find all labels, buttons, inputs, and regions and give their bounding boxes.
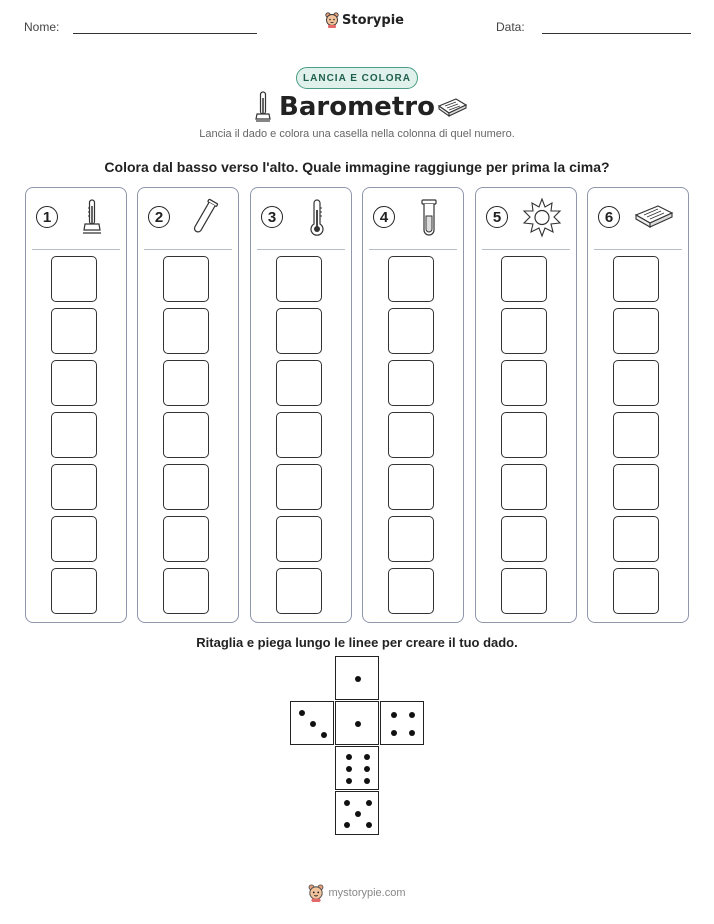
column-number: 4 bbox=[373, 206, 395, 228]
color-box[interactable] bbox=[388, 464, 434, 510]
color-box[interactable] bbox=[163, 360, 209, 406]
color-box[interactable] bbox=[276, 412, 322, 458]
color-box[interactable] bbox=[51, 568, 97, 614]
dice-pip bbox=[391, 730, 397, 736]
column-2 bbox=[137, 187, 239, 623]
column-number: 5 bbox=[486, 206, 508, 228]
title-row bbox=[0, 90, 714, 126]
dice-face bbox=[335, 791, 379, 835]
column-divider bbox=[257, 249, 345, 250]
color-box[interactable] bbox=[51, 516, 97, 562]
color-box[interactable] bbox=[276, 464, 322, 510]
color-box[interactable] bbox=[388, 256, 434, 302]
dice-pip bbox=[346, 754, 352, 760]
weather-station-icon bbox=[436, 96, 468, 118]
color-box[interactable] bbox=[501, 516, 547, 562]
name-line[interactable] bbox=[73, 33, 257, 34]
column-4 bbox=[362, 187, 464, 623]
color-box[interactable] bbox=[501, 464, 547, 510]
color-box[interactable] bbox=[276, 360, 322, 406]
dice-pip bbox=[310, 721, 316, 727]
color-box[interactable] bbox=[501, 360, 547, 406]
subtitle: Lancia il dado e colora una casella nella colonna di quel numero. bbox=[199, 128, 515, 140]
column-number: 6 bbox=[598, 206, 620, 228]
dice-pip bbox=[355, 676, 361, 682]
color-box[interactable] bbox=[163, 412, 209, 458]
column-divider bbox=[32, 249, 120, 250]
column-header bbox=[26, 188, 126, 248]
columns-grid bbox=[25, 187, 689, 623]
color-box[interactable] bbox=[388, 308, 434, 354]
dice-pip bbox=[355, 721, 361, 727]
dice-net bbox=[290, 656, 426, 836]
column-number: 1 bbox=[36, 206, 58, 228]
column-header bbox=[251, 188, 351, 248]
storypie-mascot-icon bbox=[325, 12, 339, 28]
barometer-icon bbox=[72, 198, 112, 238]
color-box[interactable] bbox=[163, 256, 209, 302]
dice-face bbox=[335, 656, 379, 700]
dice-pip bbox=[344, 800, 350, 806]
color-box[interactable] bbox=[51, 308, 97, 354]
dice-pip bbox=[409, 730, 415, 736]
name-label: Nome: bbox=[24, 20, 60, 34]
date-line[interactable] bbox=[542, 33, 691, 34]
column-header bbox=[588, 188, 688, 248]
dice-pip bbox=[364, 754, 370, 760]
column-header bbox=[363, 188, 463, 248]
color-box[interactable] bbox=[163, 568, 209, 614]
color-box[interactable] bbox=[613, 256, 659, 302]
color-box[interactable] bbox=[388, 516, 434, 562]
test-tube-icon bbox=[184, 198, 224, 238]
weather-station-icon bbox=[634, 198, 674, 238]
footer bbox=[0, 884, 714, 902]
thermometer-icon bbox=[297, 198, 337, 238]
color-box[interactable] bbox=[388, 568, 434, 614]
activity-badge: LANCIA E COLORA bbox=[296, 67, 418, 89]
column-divider bbox=[482, 249, 570, 250]
column-1 bbox=[25, 187, 127, 623]
column-number: 3 bbox=[261, 206, 283, 228]
column-header bbox=[138, 188, 238, 248]
color-box[interactable] bbox=[501, 308, 547, 354]
color-box[interactable] bbox=[163, 516, 209, 562]
dice-pip bbox=[391, 712, 397, 718]
color-box[interactable] bbox=[276, 568, 322, 614]
color-box[interactable] bbox=[51, 360, 97, 406]
color-box[interactable] bbox=[51, 464, 97, 510]
dice-pip bbox=[366, 800, 372, 806]
color-box[interactable] bbox=[613, 412, 659, 458]
column-divider bbox=[594, 249, 682, 250]
column-header bbox=[476, 188, 576, 248]
storypie-mascot-icon bbox=[308, 884, 324, 902]
column-number: 2 bbox=[148, 206, 170, 228]
color-box[interactable] bbox=[613, 568, 659, 614]
color-box[interactable] bbox=[613, 360, 659, 406]
column-divider bbox=[144, 249, 232, 250]
dice-face bbox=[380, 701, 424, 745]
color-box[interactable] bbox=[501, 412, 547, 458]
column-6 bbox=[587, 187, 689, 623]
color-box[interactable] bbox=[163, 308, 209, 354]
color-box[interactable] bbox=[276, 256, 322, 302]
color-box[interactable] bbox=[51, 256, 97, 302]
dice-pip bbox=[355, 811, 361, 817]
dice-pip bbox=[346, 778, 352, 784]
column-3 bbox=[250, 187, 352, 623]
color-box[interactable] bbox=[613, 516, 659, 562]
color-box[interactable] bbox=[613, 308, 659, 354]
dice-pip bbox=[321, 732, 327, 738]
footer-url[interactable]: mystorypie.com bbox=[328, 887, 406, 899]
color-box[interactable] bbox=[276, 516, 322, 562]
dice-pip bbox=[366, 822, 372, 828]
color-box[interactable] bbox=[388, 360, 434, 406]
color-box[interactable] bbox=[51, 412, 97, 458]
dice-face bbox=[335, 701, 379, 745]
test-tube-liquid-icon bbox=[409, 198, 449, 238]
dice-pip bbox=[364, 766, 370, 772]
instruction: Colora dal basso verso l'alto. Quale immagine raggiunge per prima la cima? bbox=[104, 159, 610, 175]
dice-pip bbox=[344, 822, 350, 828]
column-divider bbox=[369, 249, 457, 250]
dice-pip bbox=[346, 766, 352, 772]
color-box[interactable] bbox=[388, 412, 434, 458]
dice-pip bbox=[299, 710, 305, 716]
dice-face bbox=[290, 701, 334, 745]
cut-instruction: Ritaglia e piega lungo le linee per creare il tuo dado. bbox=[196, 635, 518, 650]
color-box[interactable] bbox=[276, 308, 322, 354]
color-box[interactable] bbox=[501, 568, 547, 614]
dice-face bbox=[335, 746, 379, 790]
date-label: Data: bbox=[496, 20, 525, 34]
sun-icon bbox=[522, 198, 562, 238]
dice-pip bbox=[364, 778, 370, 784]
brand-name: Storypie bbox=[342, 12, 404, 28]
color-box[interactable] bbox=[163, 464, 209, 510]
dice-pip bbox=[409, 712, 415, 718]
color-box[interactable] bbox=[613, 464, 659, 510]
column-5 bbox=[475, 187, 577, 623]
color-box[interactable] bbox=[501, 256, 547, 302]
page-title: Barometro bbox=[279, 92, 435, 122]
storypie-logo bbox=[325, 12, 404, 28]
